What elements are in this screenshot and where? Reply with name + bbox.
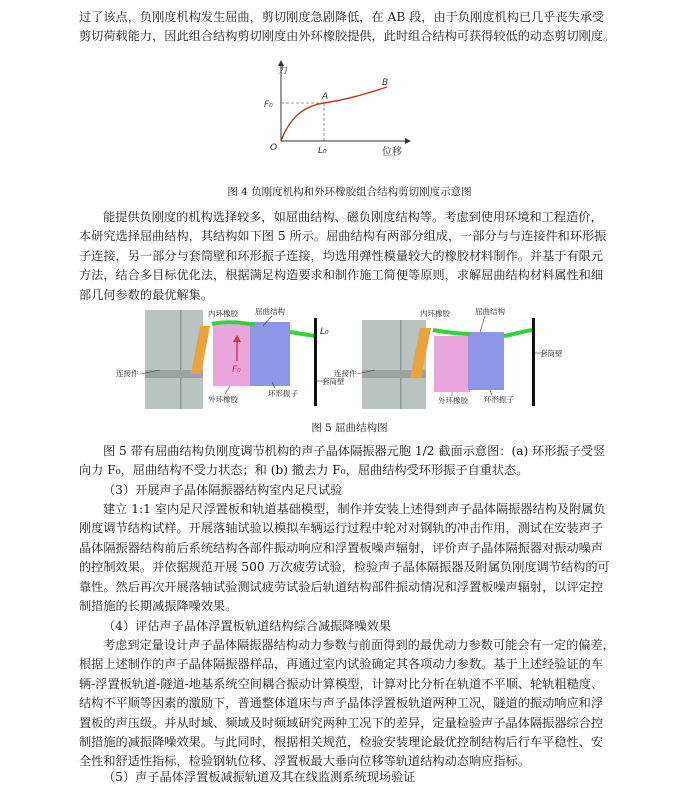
leader-line [480, 316, 485, 332]
panel-a [116, 306, 345, 409]
text-line: 过了该点，负刚度机构发生屈曲，剪切刚度急剧降低，在 AB 段，由于负刚度机构已几乎丧失承受 [79, 10, 605, 24]
figure-5-caption: 图 5 屈曲结构图 [311, 422, 388, 434]
text-line: 全性和舒适性指标，检验钢轨位移、浮置板最大垂向位移等轨道结构动态响应指标。 [79, 754, 530, 769]
l0-label: L₀ [320, 327, 329, 337]
inner-rubber-label: 内环橡胶 [208, 309, 238, 318]
text-line: 靠性。然后再次开展落轴试验测试疲劳试验后轨道结构部件振动情况和浮置板噪声辐射，以评定控 [79, 579, 604, 594]
origin-label: O [270, 143, 278, 153]
text-line: 制措施的长期减振降噪效果。 [79, 599, 238, 614]
section-heading-4: （4）评估声子晶体浮置板轨道结构综合减振降噪效果 [103, 619, 392, 633]
outer-rubber [213, 324, 253, 386]
connector-divider [400, 320, 402, 409]
outer-rubber-label: 外环橡胶 [208, 395, 238, 404]
sleeve-label: 套筒壁 [322, 377, 345, 386]
figure-5-buckling-structure [100, 304, 620, 416]
connector-label: 连接件 [334, 369, 357, 378]
inner-rubber-label: 内环橡胶 [420, 309, 450, 318]
ring-oscillator [468, 332, 504, 390]
stiffness-curve [281, 87, 387, 141]
oscillator-label: 环形振子 [268, 389, 298, 398]
text-line: 方法，结合多目标优化法，根据满足构造要求和制作施工简便等原则，求解屈曲结构材料属性和细 [79, 268, 604, 283]
text-line: 本研究选择屈曲结构，其结构如下图 5 所示。屈曲结构有两部分组成，一部分与与连接件和环形振 [79, 229, 607, 244]
sleeve-wall [314, 318, 317, 406]
text-line: 考虑到定量设计声子晶体隔振器结构动力参数与前面得到的最优动力参数可能会有一定的偏差， [103, 638, 615, 652]
point-b-label: B [382, 78, 389, 88]
f0-label: F₀ [264, 100, 273, 110]
section-heading-5: （5）声子晶体浮置板减振轨道及其在线监测系统现场验证 [103, 770, 416, 784]
text-line: 的控制效果。并依据规范开展 500 万次疲劳试验，检验声子晶体隔振器及附属负刚度调节结构的可 [79, 560, 610, 575]
top-paragraph [79, 8, 627, 47]
l0-label: L₀ [318, 146, 327, 156]
f0-label: F₀ [232, 365, 241, 375]
connector-divider [180, 310, 182, 409]
text-line: 剪切荷载能力，因此组合结构剪切刚度由外环橡胶提供，此时组合结构可获得较低的动态剪切刚度。 [79, 29, 616, 44]
section-heading-3: （3）开展声子晶体隔振器结构室内足尺试验 [103, 483, 343, 497]
ring-oscillator [250, 322, 290, 386]
figure-4-stiffness-diagram [260, 55, 450, 165]
outer-rubber-label: 外环橡胶 [438, 396, 468, 405]
text-line: 辆-浮置板轨道-隧道-地基系统空间耦合振动计算模型，计算对比分析在轨道不平顺、轮轨粗糙度、 [79, 676, 604, 691]
text-line: 能提供负刚度的机构选择较多，如屈曲结构、磁负刚度结构等。考虑到使用环境和工程造价， [103, 210, 603, 224]
sleeve-wall [532, 318, 535, 406]
text-line: 制措施的减振降噪效果。与此同时，根据相关规范，检验安装理论最优控制结构后行车平稳性、安 [79, 735, 604, 750]
outer-rubber [434, 336, 470, 392]
figure-4-caption: 图 4 负刚度机构和外环橡胶组合结构剪切刚度示意图 [227, 186, 472, 198]
text-line: 结构不平顺等因素的激励下，普通整体道床与声子晶体浮置板轨道两种工况，隧道的振动响应和浮 [79, 696, 604, 711]
paragraph-4 [79, 500, 627, 616]
text-line: 根据上述制作的声子晶体隔振器样品，再通过室内试验确定其各项动力参数。基于上述经验证的车 [79, 657, 604, 672]
text-line: 图 5 带有屈曲结构负刚度调节机构的声子晶体隔振器元胞 1/2 截面示意图：(a) 环形振子受竖 [103, 444, 606, 458]
buckling-label: 屈曲结构 [255, 307, 285, 316]
y-axis-label: 力 [278, 65, 288, 76]
point-a-label: A [322, 92, 329, 102]
paragraph-5 [79, 636, 627, 772]
text-line: 刚度调节结构试样。开展落轴试验以模拟车辆运行过程中轮对对钢轨的冲击作用，测试在安装声子 [79, 521, 604, 536]
text-line: 置板的声压级。并从时域、频域及时频域研究两种工况下的差异，定量检验声子晶体隔振器综合控 [79, 715, 604, 730]
text-line: 晶体隔振器结构前后系统结构各部件振动响应和浮置板噪声辐射，评价声子晶体隔振器对振动噪声 [79, 540, 604, 555]
panel-b [334, 306, 563, 409]
buckling-label: 屈曲结构 [475, 307, 505, 316]
leader-line [225, 386, 230, 394]
paragraph-2 [79, 208, 627, 305]
text-line: 子连接，另一部分与套筒壁和环形振子连接，均选用弹性模量较大的橡胶材料制作。并基于有限元 [79, 248, 604, 263]
text-line: 建立 1:1 室内足尺浮置板和轨道基础模型，制作并安装上述得到声子晶体隔振器结构及附属负 [103, 502, 606, 516]
connector-label: 连接件 [116, 369, 139, 378]
text-line: 部几何参数的最优解集。 [79, 287, 214, 302]
x-axis-label: 位移 [382, 147, 402, 158]
oscillator-label: 环形振子 [484, 395, 514, 404]
paragraph-3 [79, 442, 627, 481]
sleeve-label: 套筒壁 [540, 349, 563, 358]
text-line: 向力 F₀，屈曲结构不受力状态；和 (b) 撤去力 F₀，屈曲结构受环形振子自重状态。 [79, 463, 529, 478]
